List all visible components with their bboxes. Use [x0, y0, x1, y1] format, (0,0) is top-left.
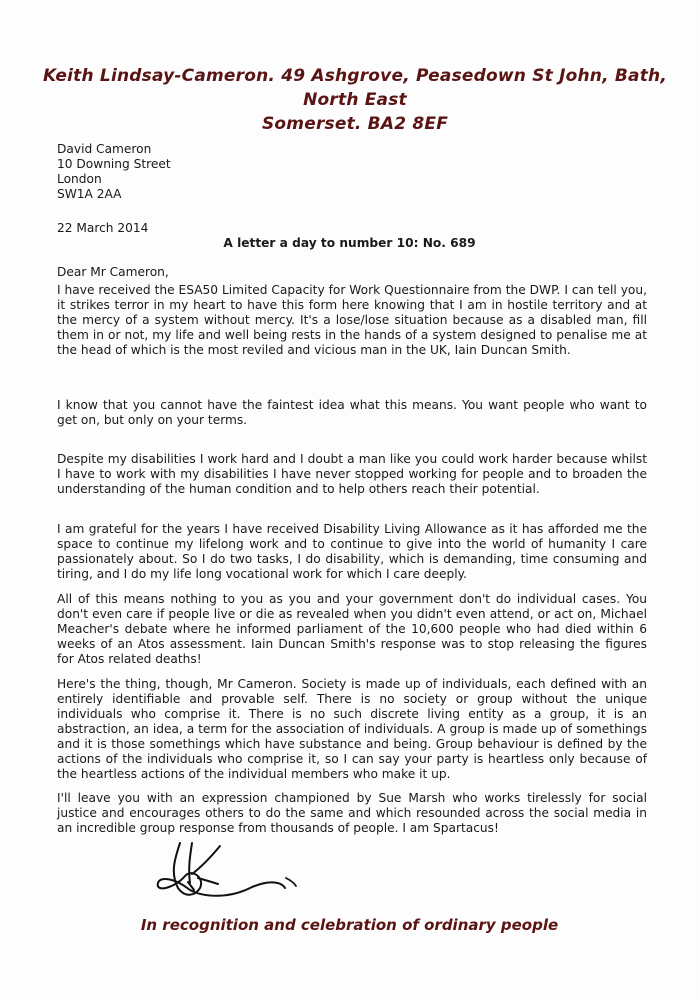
- recipient-name: David Cameron: [57, 142, 152, 156]
- recipient-postcode: SW1A 2AA: [57, 187, 122, 201]
- letter-subject: A letter a day to number 10: No. 689: [223, 236, 476, 250]
- paragraph-6: Here's the thing, though, Mr Cameron. Society is made up of individuals, each defined with an entirely identifiable and provable self. There is no society or group without the unique individuals who comprise it. There is no such discrete living entity as a group, it is an abstraction, an idea, a term for the association of individuals. A group is made up of somethings and it is those somethings which have substance and being. Group behaviour is defined by the actions of the individuals who comprise it, so I can say your party is heartless only because of the heartless actions of the individual members who make it up.: [57, 677, 647, 781]
- paragraph-7: I'll leave you with an expression championed by Sue Marsh who works tirelessly for social justice and encourages others to do the same and which resounded across the social media in an incredible group response from thousands of people. I am Spartacus!: [57, 791, 647, 835]
- footer-tagline: In recognition and celebration of ordinary people: [140, 916, 559, 934]
- recipient-street: 10 Downing Street: [57, 157, 171, 171]
- recipient-address: [57, 142, 171, 202]
- paragraph-2: I know that you cannot have the faintest idea what this means. You want people who want to get on, but only on your terms.: [57, 398, 647, 427]
- salutation: Dear Mr Cameron,: [57, 265, 169, 279]
- paragraph-3: Despite my disabilities I work hard and I doubt a man like you could work harder because whilst I have to work with my disabilities I have never stopped working for people and to broaden the understanding of the human condition and to help others reach their potential.: [57, 452, 647, 496]
- letterhead-line-1: Keith Lindsay-Cameron. 49 Ashgrove, Peasedown St John, Bath, North East: [42, 66, 667, 110]
- recipient-city: London: [57, 172, 102, 186]
- letterhead: [40, 64, 670, 136]
- paragraph-1: I have received the ESA50 Limited Capacity for Work Questionnaire from the DWP. I can tell you, it strikes terror in my heart to have this form here knowing that I am in hostile territory and at the mercy of a system without mercy. It's a lose/lose situation because as a disabled man, fill them in or not, my life and well being rests in the hands of a system designed to penalise me at the head of which is the most reviled and vicious man in the UK, Iain Duncan Smith.: [57, 283, 647, 357]
- letter-date: 22 March 2014: [57, 221, 149, 235]
- paragraph-4: I am grateful for the years I have received Disability Living Allowance as it has afforded me the space to continue my lifelong work and to continue to give into the world of humanity I care passionately about. So I do two tasks, I do disability, which is demanding, time consuming and tiring, and I do my life long vocational work for which I care deeply.: [57, 522, 647, 581]
- paragraph-5: All of this means nothing to you as you and your government don't do individual cases. You don't even care if people live or die as revealed when you didn't even attend, or act on, Michael Meacher's debate where he informed parliament of the 10,600 people who had died within 6 weeks of an Atos assessment. Iain Duncan Smith's response was to stop releasing the figures for Atos related deaths!: [57, 592, 647, 666]
- handwritten-signature: [150, 838, 320, 908]
- letterhead-line-2: Somerset. BA2 8EF: [261, 114, 449, 134]
